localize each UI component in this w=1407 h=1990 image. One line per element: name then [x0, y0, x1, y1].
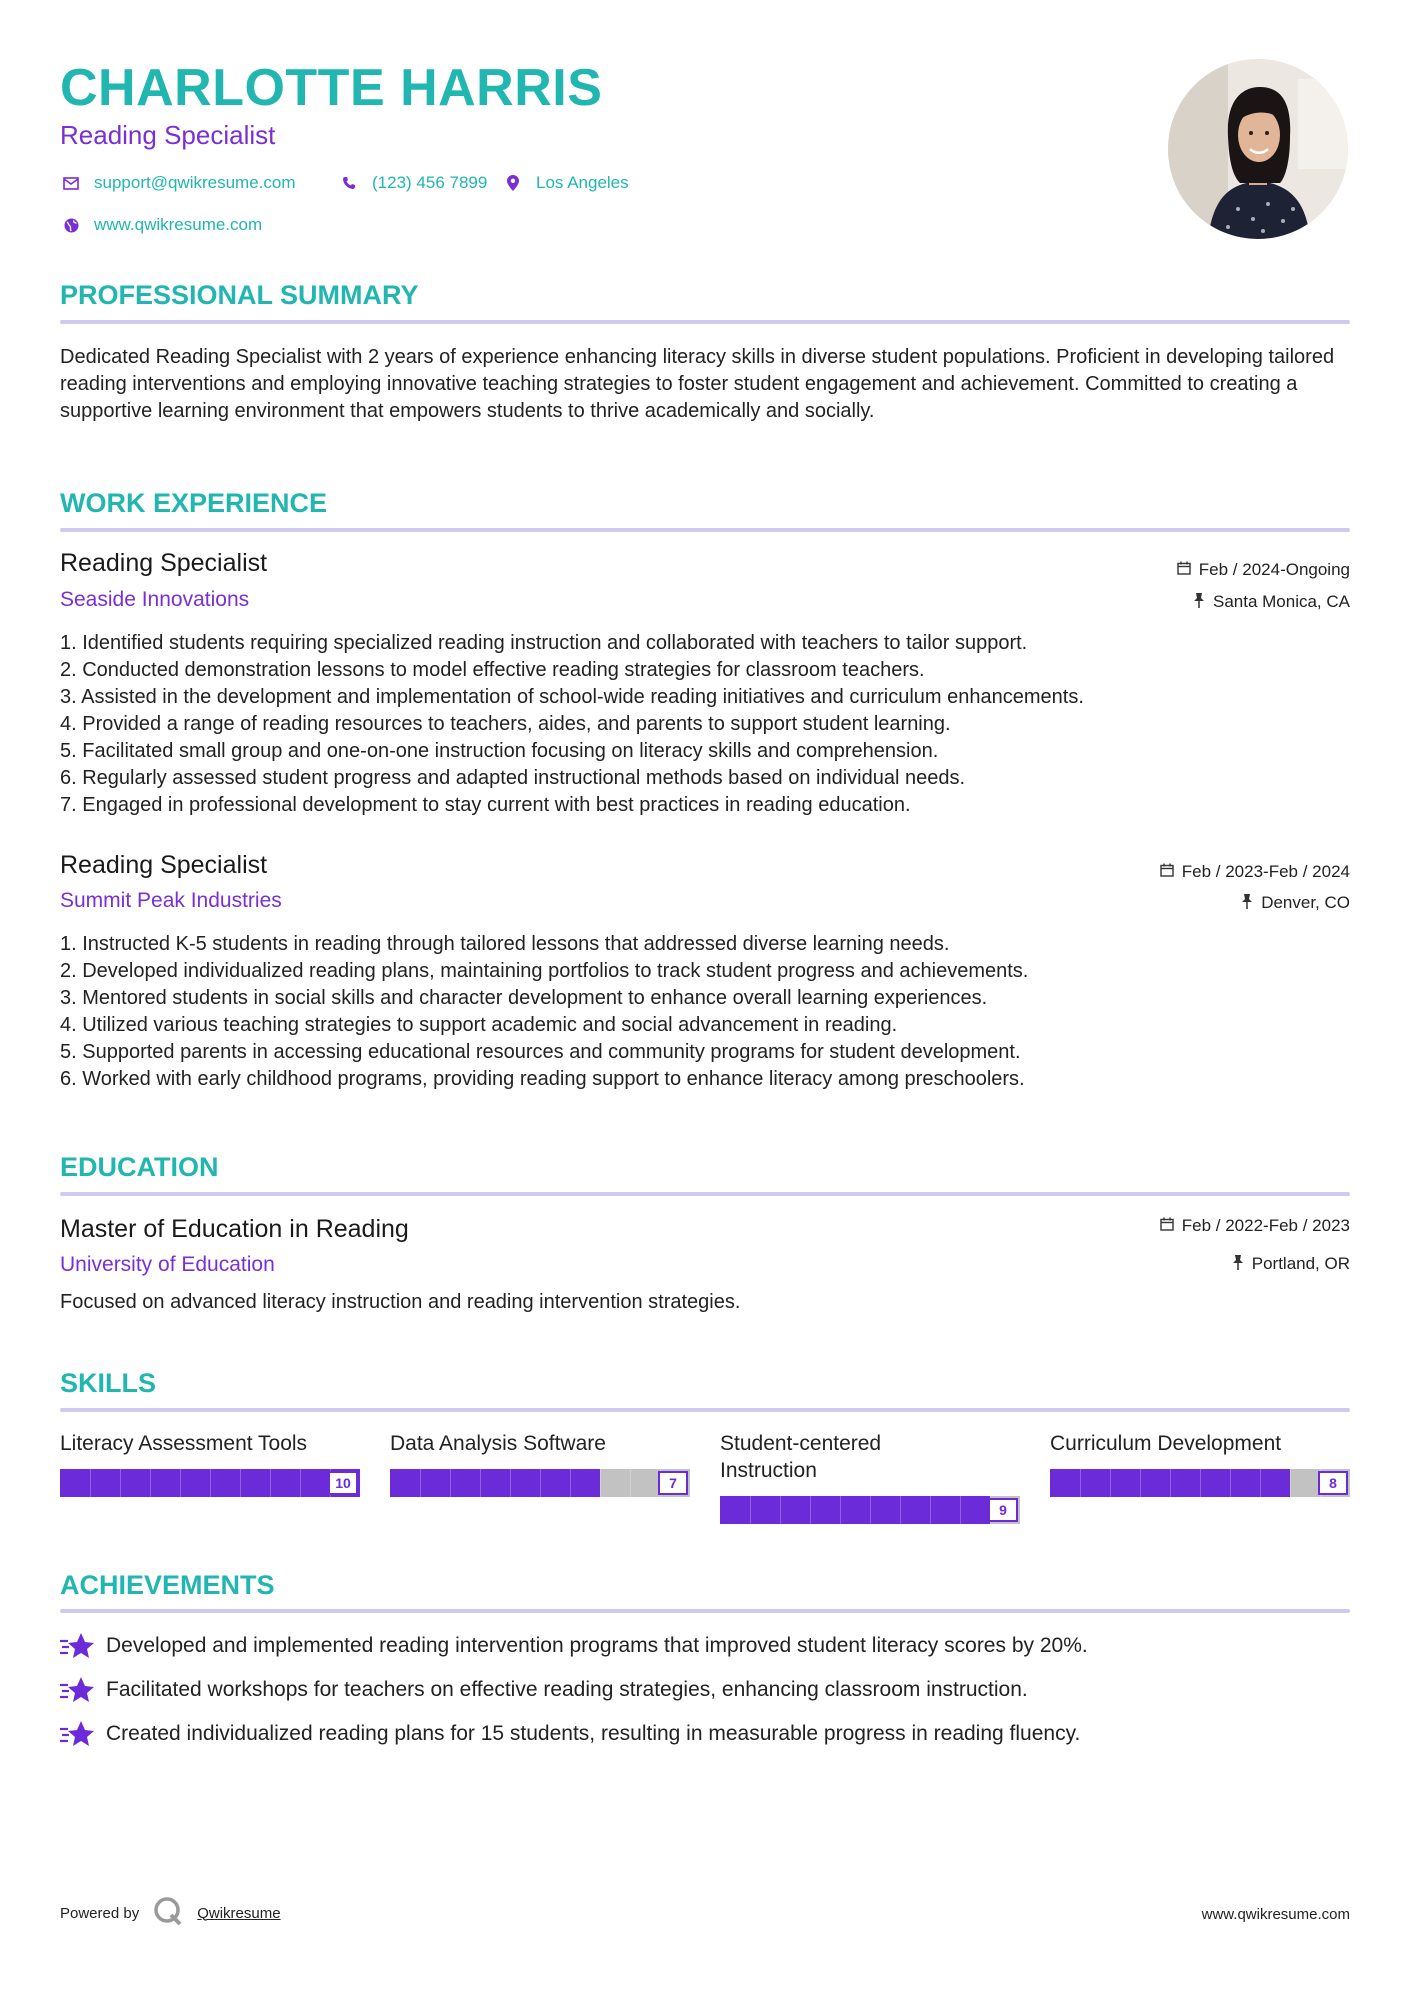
skill-bar-segment — [1260, 1469, 1261, 1497]
skill-bar-segment — [570, 1469, 571, 1497]
qwikresume-link[interactable]: Qwikresume — [197, 1904, 281, 1922]
skill-bar-segment — [300, 1469, 301, 1497]
summary-heading: PROFESSIONAL SUMMARY — [60, 280, 419, 310]
skill-bar-segment — [240, 1469, 241, 1497]
skill-bar-segment — [120, 1469, 121, 1497]
contact-phone[interactable] — [338, 173, 487, 193]
skill-bar-segment — [810, 1496, 811, 1524]
summary-text: Dedicated Reading Specialist with 2 years of experience enhancing literacy skills in diverse student populations. Proficient in developing tailored reading interventions and employing innovative teaching strategies to foster student engagement and achievement. Committed to creating a supportive learning environment that empowers students to thrive academically and socially. — [60, 346, 1335, 422]
achievements-divider — [60, 1609, 1350, 1613]
list-item: 3. Mentored students in social skills and character development to enhance overall learning experiences. — [60, 987, 988, 1009]
location-text: Los Angeles — [536, 173, 629, 192]
skill-level-fill — [390, 1469, 600, 1497]
skill-item — [390, 1430, 690, 1491]
achievement-item — [60, 1719, 1080, 1749]
education-dates-text: Feb / 2022-Feb / 2023 — [1181, 1216, 1350, 1235]
list-item: 7. Engaged in professional development to stay current with best practices in reading education. — [60, 794, 911, 816]
degree-title: Master of Education in Reading — [60, 1215, 409, 1243]
skill-bar-segment — [210, 1469, 211, 1497]
skill-level-value: 10 — [328, 1471, 358, 1495]
achievements-heading: ACHIEVEMENTS — [60, 1570, 275, 1600]
skill-level-value: 7 — [658, 1471, 688, 1495]
skill-item — [1050, 1430, 1350, 1491]
job-dates-text: Feb / 2023-Feb / 2024 — [1181, 862, 1350, 881]
achievement-item — [60, 1631, 1088, 1661]
list-item: 4. Provided a range of reading resources to teachers, aides, and parents to support student learning. — [60, 713, 951, 735]
education-dates — [1160, 1216, 1350, 1236]
star-icon — [60, 1675, 94, 1705]
skill-name: Curriculum Development — [1050, 1432, 1282, 1455]
skill-name: Student-centered Instruction — [720, 1432, 882, 1482]
skill-bar-segment — [540, 1469, 541, 1497]
skill-bar-segment — [480, 1469, 481, 1497]
qwikresume-logo-icon — [153, 1896, 183, 1930]
candidate-name: CHARLOTTE HARRIS — [60, 59, 603, 117]
achievement-text: Developed and implemented reading intervention programs that improved student literacy scores by 20%. — [106, 1634, 1088, 1657]
calendar-icon — [1160, 1217, 1174, 1235]
skill-bar-segment — [450, 1469, 451, 1497]
skill-name: Literacy Assessment Tools — [60, 1432, 308, 1455]
skill-bar-segment — [600, 1469, 601, 1497]
candidate-role: Reading Specialist — [60, 120, 276, 150]
skill-bar-segment — [180, 1469, 181, 1497]
skill-bar-segment — [1200, 1469, 1201, 1497]
achievement-item — [60, 1675, 1028, 1705]
skill-bar-segment — [1290, 1469, 1291, 1497]
job-location-text: Denver, CO — [1261, 893, 1350, 912]
skill-level-bar — [720, 1496, 1020, 1524]
achievement-text: Facilitated workshops for teachers on effective reading strategies, enhancing classroom instruction. — [106, 1678, 1028, 1701]
footer-website[interactable]: www.qwikresume.com — [1201, 1906, 1350, 1923]
contact-location — [502, 173, 629, 193]
skill-level-bar — [390, 1469, 690, 1497]
skills-heading: SKILLS — [60, 1368, 157, 1398]
list-item: 2. Conducted demonstration lessons to model effective reading strategies for classroom teachers. — [60, 659, 925, 681]
list-item: 4. Utilized various teaching strategies to support academic and social advancement in reading. — [60, 1014, 898, 1036]
job-duties-list — [60, 630, 1350, 819]
job-location-text: Santa Monica, CA — [1212, 592, 1350, 611]
star-icon — [60, 1631, 94, 1661]
skill-bar-segment — [420, 1469, 421, 1497]
skill-bar-segment — [1080, 1469, 1081, 1497]
skills-divider — [60, 1408, 1350, 1412]
summary-divider — [60, 320, 1350, 324]
calendar-icon — [1160, 863, 1174, 881]
experience-heading: WORK EXPERIENCE — [60, 488, 328, 518]
list-item: 6. Regularly assessed student progress and adapted instructional methods based on individual needs. — [60, 767, 966, 789]
skill-bar-segment — [750, 1496, 751, 1524]
job-company: Seaside Innovations — [60, 588, 250, 611]
list-item: 5. Facilitated small group and one-on-one instruction focusing on literacy skills and comprehension. — [60, 740, 939, 762]
skill-bar-segment — [870, 1496, 871, 1524]
skill-bar-segment — [1230, 1469, 1231, 1497]
skill-bar-segment — [1140, 1469, 1141, 1497]
education-divider — [60, 1192, 1350, 1196]
calendar-icon — [1177, 561, 1191, 579]
map-pin-icon — [502, 175, 524, 191]
footer-powered-by — [60, 1896, 281, 1930]
skill-level-bar — [60, 1469, 360, 1497]
phone-text[interactable]: (123) 456 7899 — [372, 173, 488, 192]
skill-bar-segment — [630, 1469, 631, 1497]
skill-bar-segment — [150, 1469, 151, 1497]
education-location-text: Portland, OR — [1251, 1254, 1350, 1273]
skill-level-value: 8 — [1318, 1471, 1348, 1495]
skill-level-fill — [720, 1496, 990, 1524]
job-dates — [1177, 560, 1350, 580]
skill-item — [720, 1430, 1020, 1518]
education-description: Focused on advanced literacy instruction and reading intervention strategies. — [60, 1291, 741, 1313]
skill-bar-segment — [270, 1469, 271, 1497]
profile-photo — [1168, 59, 1348, 239]
contact-website[interactable] — [60, 215, 262, 235]
list-item: 5. Supported parents in accessing educational resources and community programs for student development. — [60, 1041, 1021, 1063]
skill-bar-segment — [1170, 1469, 1171, 1497]
skill-level-bar — [1050, 1469, 1350, 1497]
mail-icon — [60, 177, 82, 190]
pushpin-icon — [1193, 593, 1205, 612]
job-duties-list — [60, 931, 1350, 1093]
job-dates-text: Feb / 2024-Ongoing — [1198, 560, 1350, 579]
list-item: 1. Identified students requiring specialized reading instruction and collaborated with teachers to tailor support. — [60, 632, 1028, 654]
globe-icon — [60, 218, 82, 233]
pushpin-icon — [1232, 1255, 1244, 1274]
job-location — [1193, 592, 1350, 612]
school-name: University of Education — [60, 1253, 275, 1276]
job-company: Summit Peak Industries — [60, 889, 282, 912]
skill-bar-segment — [900, 1496, 901, 1524]
list-item: 6. Worked with early childhood programs, providing reading support to enhance literacy among preschoolers. — [60, 1068, 1025, 1090]
achievement-text: Created individualized reading plans for 15 students, resulting in measurable progress in reading fluency. — [106, 1722, 1081, 1745]
website-text[interactable]: www.qwikresume.com — [94, 215, 263, 234]
email-text[interactable]: support@qwikresume.com — [94, 173, 296, 192]
list-item: 3. Assisted in the development and implementation of school-wide reading initiatives and curriculum enhancements. — [60, 686, 1084, 708]
skill-bar-segment — [90, 1469, 91, 1497]
skill-item — [60, 1430, 360, 1491]
skill-bar-segment — [1110, 1469, 1111, 1497]
skill-bar-segment — [930, 1496, 931, 1524]
job-location — [1241, 893, 1350, 913]
skill-bar-segment — [780, 1496, 781, 1524]
skill-name: Data Analysis Software — [390, 1432, 606, 1455]
job-dates — [1160, 862, 1350, 882]
star-icon — [60, 1719, 94, 1749]
list-item: 2. Developed individualized reading plans, maintaining portfolios to track student progress and achievements. — [60, 960, 1029, 982]
skill-bar-segment — [840, 1496, 841, 1524]
education-location — [1232, 1254, 1350, 1274]
education-heading: EDUCATION — [60, 1152, 219, 1182]
powered-by-label: Powered by — [60, 1904, 140, 1922]
skill-bar-segment — [960, 1496, 961, 1524]
skill-bar-segment — [510, 1469, 511, 1497]
job-title: Reading Specialist — [60, 549, 268, 577]
pushpin-icon — [1241, 894, 1253, 913]
list-item: 1. Instructed K-5 students in reading through tailored lessons that addressed diverse learning needs. — [60, 933, 950, 955]
experience-divider — [60, 528, 1350, 532]
skill-level-value: 9 — [988, 1498, 1018, 1522]
phone-icon — [338, 176, 360, 190]
job-title: Reading Specialist — [60, 851, 268, 879]
contact-email[interactable] — [60, 173, 296, 193]
